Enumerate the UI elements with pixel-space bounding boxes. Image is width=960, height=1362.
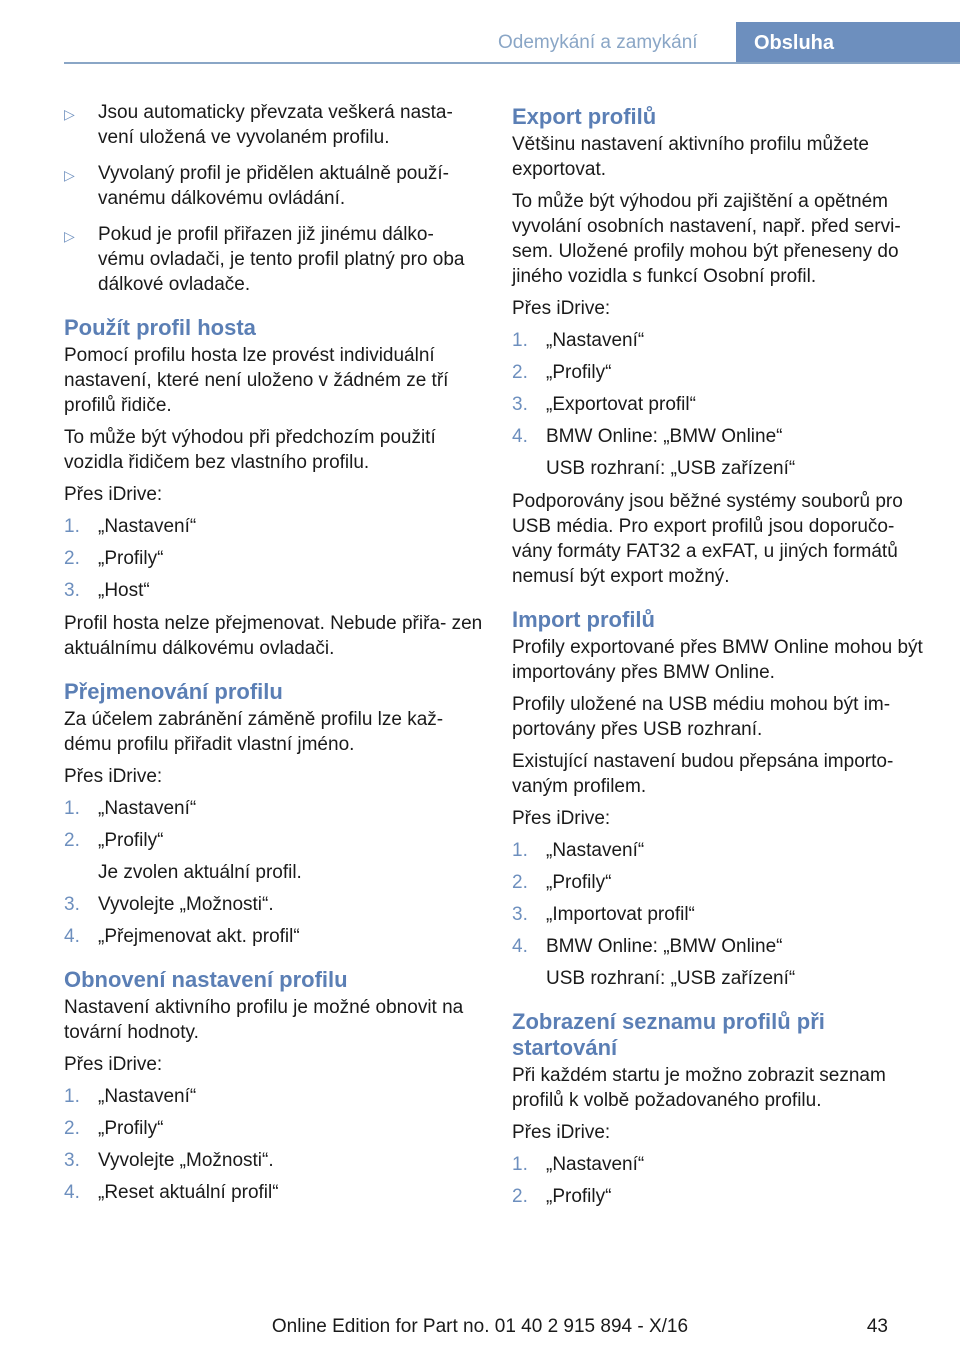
- triangle-bullet-icon: ▷: [64, 167, 75, 183]
- footer-edition-text: Online Edition for Part no. 01 40 2 915 894 - X/16: [271, 1316, 689, 1337]
- bullet-item: ▷ Jsou automaticky převzata veškerá nasta‐ vení uložená ve vyvolaném profilu.: [64, 102, 453, 148]
- paragraph: Přes iDrive:: [64, 484, 163, 505]
- section-heading-rename: Přejmenování profilu: [64, 679, 283, 704]
- paragraph: Profily exportované přes BMW Online mohou být importovány přes BMW Online.: [512, 637, 923, 683]
- triangle-bullet-icon: ▷: [64, 106, 75, 122]
- section-heading-startup: Zobrazení seznamu profilů při startování: [512, 1009, 825, 1060]
- list-item: 2. „Profily“: [512, 362, 612, 383]
- left-column: [64, 100, 484, 1213]
- section-heading-guest: Použít profil hosta: [64, 315, 256, 340]
- list-item: 2. „Profily“: [512, 872, 612, 893]
- list-item: 2. „Profily“: [64, 1118, 164, 1139]
- section-heading-import: Import profilů: [512, 607, 655, 632]
- steps-list: [512, 1152, 932, 1209]
- triangle-bullet-icon: ▷: [64, 228, 75, 244]
- paragraph: To může být výhodou při zajištění a opětném vyvolání osobních nastavení, např. před servi‐ sem. Uložené profily mohou být přeneseny do jiného vozidla s funkcí Osobní profil.: [512, 191, 901, 287]
- paragraph: Přes iDrive:: [512, 1122, 611, 1143]
- steps-list: [512, 328, 932, 481]
- list-item: 1. „Nastavení“: [512, 330, 645, 351]
- paragraph: Přes iDrive:: [64, 766, 163, 787]
- paragraph: Přes iDrive:: [512, 808, 611, 829]
- list-item: 2. „Profily“: [64, 548, 164, 569]
- paragraph: Pomocí profilu hosta lze provést individuální nastavení, které není uloženo v žádném ze tří profilů řidiče.: [64, 345, 449, 416]
- list-item: 4. BMW Online: „BMW Online“ USB rozhraní: „USB zařízení“: [512, 426, 796, 479]
- list-item: 3. „Importovat profil“: [512, 904, 695, 925]
- page-number: 43: [866, 1316, 888, 1337]
- bullet-item: ▷ Pokud je profil přiřazen již jinému dálko‐ vému ovladači, je tento profil platný pro oba dálkové ovladače.: [64, 224, 465, 295]
- paragraph: Přes iDrive:: [64, 1054, 163, 1075]
- list-item: 1. „Nastavení“: [64, 798, 197, 819]
- paragraph: Profily uložené na USB médiu mohou být im‐ portovány přes USB rozhraní.: [512, 694, 891, 740]
- header-rule: [64, 62, 960, 64]
- paragraph: Většinu nastavení aktivního profilu můžete exportovat.: [512, 134, 869, 180]
- paragraph: Nastavení aktivního profilu je možné obnovit na tovární hodnoty.: [64, 997, 464, 1043]
- steps-list: [64, 796, 484, 949]
- paragraph: Podporovány jsou běžné systémy souborů pro USB média. Pro export profilů jsou doporučo‐ vány formáty FAT32 a exFAT, u jiných formátů nemusí být export možný.: [512, 491, 903, 587]
- list-item: 4. „Reset aktuální profil“: [64, 1182, 279, 1203]
- list-item: 1. „Nastavení“: [64, 1086, 197, 1107]
- paragraph: Profil hosta nelze přejmenovat. Nebude přiřa‐ zen aktuálnímu dálkovému ovladači.: [64, 613, 483, 659]
- list-item: 2. „Profily“ Je zvolen aktuální profil.: [64, 830, 302, 883]
- list-item: 2. „Profily“: [512, 1186, 612, 1207]
- bullet-item: ▷ Vyvolaný profil je přidělen aktuálně použí‐ vanému dálkovému ovládání.: [64, 163, 449, 209]
- paragraph: Při každém startu je možno zobrazit seznam profilů k volbě požadovaného profilu.: [512, 1065, 886, 1111]
- list-item: 1. „Nastavení“: [64, 516, 197, 537]
- list-item: 3. „Exportovat profil“: [512, 394, 696, 415]
- list-item: 1. „Nastavení“: [512, 840, 645, 861]
- section-heading-reset: Obnovení nastavení profilu: [64, 967, 348, 992]
- steps-list: [64, 514, 484, 603]
- list-item: 4. „Přejmenovat akt. profil“: [64, 926, 300, 947]
- list-item: 3. Vyvolejte „Možnosti“.: [64, 894, 274, 915]
- paragraph: To může být výhodou při předchozím použití vozidla řidičem bez vlastního profilu.: [64, 427, 436, 473]
- header-chapter-tab: Obsluha: [736, 22, 960, 64]
- steps-list: [512, 838, 932, 991]
- paragraph: Přes iDrive:: [512, 298, 611, 319]
- paragraph: Existující nastavení budou přepsána importo‐ vaným profilem.: [512, 751, 894, 797]
- list-item: 1. „Nastavení“: [512, 1154, 645, 1175]
- section-heading-export: Export profilů: [512, 104, 657, 129]
- paragraph: Za účelem zabránění záměně profilu lze kaž‐ dému profilu přiřadit vlastní jméno.: [64, 709, 444, 755]
- right-column: [512, 100, 932, 1217]
- header-section-title: Odemykání a zamykání: [498, 32, 698, 53]
- list-item: 4. BMW Online: „BMW Online“ USB rozhraní: „USB zařízení“: [512, 936, 796, 989]
- steps-list: [64, 1084, 484, 1205]
- list-item: 3. „Host“: [64, 580, 150, 601]
- list-item: 3. Vyvolejte „Možnosti“.: [64, 1150, 274, 1171]
